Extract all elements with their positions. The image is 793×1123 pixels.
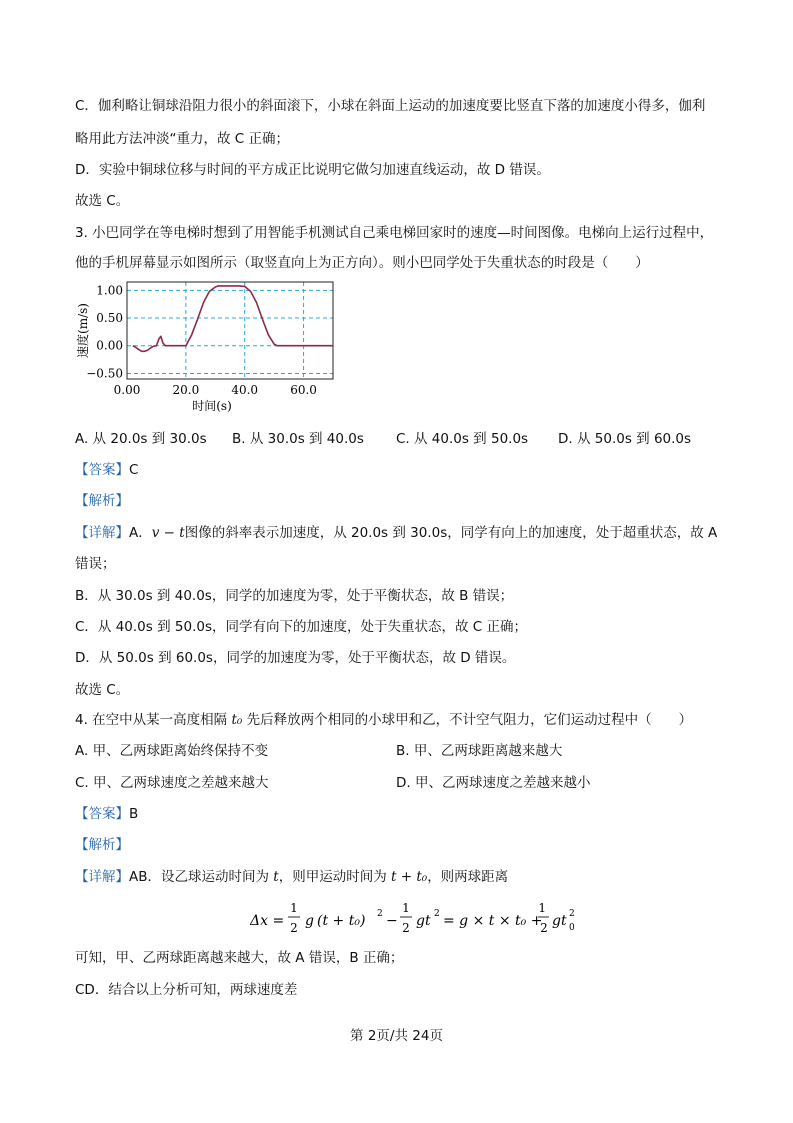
y-tick-label: 1.00 xyxy=(96,283,123,298)
detail-a-text: 图像的斜率表示加速度，从 20.0s 到 30.0s，同学有向上的加速度，处于超重状态，故 A xyxy=(184,525,718,541)
q4-detail-cd: CD．结合以上分析可知，两球速度差 xyxy=(75,982,298,998)
frac2-den: 2 xyxy=(402,921,410,935)
q4-answer xyxy=(75,805,138,823)
y-tick-label: 0.00 xyxy=(96,338,123,353)
q3-detail-c: C．从 40.0s 到 50.0s，同学有向下的加速度，处于失重状态，故 C 正确； xyxy=(75,619,527,635)
q3-analysis-tag: 【解析】 xyxy=(75,493,129,509)
q4-stem-post: 先后释放两个相同的小球甲和乙，不计空气阻力，它们运动过程中（ ） xyxy=(242,712,693,728)
q4-detail-ab xyxy=(75,868,508,886)
q3-option-b: B. 从 30.0s 到 40.0s xyxy=(232,431,364,447)
detail-a-prefix: A． xyxy=(129,525,152,541)
answer-value: B xyxy=(129,806,139,822)
question-3-stem-line2: 他的手机屏幕显示如图所示（取竖直向上为正方向）。则小巴同学处于失重状态的时段是（ ） xyxy=(75,255,649,271)
detail-tag: 【详解】 xyxy=(75,869,129,885)
t-symbol: t xyxy=(273,869,279,885)
x-tick-label: 0.00 xyxy=(113,383,141,397)
x-tick-label: 60.0 xyxy=(290,383,317,397)
velocity-time-chart xyxy=(75,276,340,416)
q4-option-c: C. 甲、乙两球速度之差越来越大 xyxy=(75,775,269,791)
detail-tag: 【详解】 xyxy=(75,525,129,541)
y-tick-label: 0.50 xyxy=(96,311,123,326)
t0-symbol: t₀ xyxy=(231,712,243,728)
q4-detail-post: ，则两球距离 xyxy=(427,869,509,885)
q3-option-c: C. 从 40.0s 到 50.0s xyxy=(396,431,529,447)
page-footer: 第 2页/共 24页 xyxy=(350,1028,443,1044)
x-tick-label: 40.0 xyxy=(231,383,259,397)
choose-c-line-2: 故选 C。 xyxy=(75,682,130,698)
formula-gt0: gt xyxy=(552,913,567,929)
formula-sq2: 2 xyxy=(434,909,440,919)
question-3-stem-line1: 3. 小巴同学在等电梯时想到了用智能手机测试自己乘电梯回家时的速度—时间图像。电梯向上运行过程中， xyxy=(75,225,714,241)
y-axis-label: 速度(m/s) xyxy=(76,303,90,358)
q3-answer xyxy=(75,461,138,479)
formula-gt: gt xyxy=(416,913,431,929)
frac1-den: 2 xyxy=(290,921,298,935)
formula-rhs: = g × t × t₀ + xyxy=(443,913,543,929)
frac3-num: 1 xyxy=(538,901,546,915)
answer-tag: 【答案】 xyxy=(75,806,129,822)
q4-detail-mid: ，则甲运动时间为 xyxy=(278,869,392,885)
frac2-num: 1 xyxy=(402,901,410,915)
t-plus-t0-symbol: t + t₀ xyxy=(391,869,428,885)
choose-c-line: 故选 C。 xyxy=(75,193,130,209)
q3-detail-d: D．从 50.0s 到 60.0s，同学的加速度为零，处于平衡状态，故 D 错误。 xyxy=(75,650,516,666)
frac3-den: 2 xyxy=(540,921,548,935)
answer-tag: 【答案】 xyxy=(75,462,129,478)
y-tick-label: −0.50 xyxy=(86,366,123,381)
option-c-explanation-line1: C．伽利略让铜球沿阻力很小的斜面滚下，小球在斜面上运动的加速度要比竖直下落的加速度小得多，伽利 xyxy=(75,98,706,114)
q3-option-d: D. 从 50.0s 到 60.0s xyxy=(558,431,692,447)
chart-grid xyxy=(127,282,333,379)
q4-option-b: B. 甲、乙两球距离越来越大 xyxy=(396,743,563,759)
q3-detail-a-cont: 错误； xyxy=(75,556,116,572)
formula-sq1: 2 xyxy=(377,909,383,919)
q4-option-a: A. 甲、乙两球距离始终保持不变 xyxy=(75,743,269,759)
x-tick-label: 20.0 xyxy=(172,383,200,397)
q4-stem-pre: 4. 在空中从某一高度相隔 xyxy=(75,712,232,728)
q4-analysis-tag: 【解析】 xyxy=(75,837,129,853)
q4-conclusion: 可知，甲、乙两球距离越来越大，故 A 错误，B 正确； xyxy=(75,950,404,966)
option-d-explanation: D．实验中铜球位移与时间的平方成正比说明它做匀加速直线运动，故 D 错误。 xyxy=(75,162,550,178)
formula-sub0: 0 xyxy=(569,923,575,933)
q3-option-a: A. 从 20.0s 到 30.0s xyxy=(75,431,207,447)
answer-value: C xyxy=(129,462,139,478)
formula-sq3: 2 xyxy=(569,909,575,919)
q3-detail-a xyxy=(75,524,717,542)
vt-symbol: v − t xyxy=(151,525,185,541)
distance-formula-tail xyxy=(534,898,584,944)
q4-detail-pre: AB．设乙球运动时间为 xyxy=(129,869,274,885)
chart-frame xyxy=(127,282,333,379)
formula-g: g xyxy=(305,913,314,929)
x-axis-label: 时间(s) xyxy=(192,399,232,413)
formula-paren: (t + t₀) xyxy=(317,913,366,929)
frac1-num: 1 xyxy=(290,901,298,915)
q4-option-d: D. 甲、乙两球速度之差越来越小 xyxy=(396,775,591,791)
distance-formula xyxy=(250,898,550,944)
q3-detail-b: B．从 30.0s 到 40.0s，同学的加速度为零，处于平衡状态，故 B 错误； xyxy=(75,588,514,604)
option-c-explanation-line2: 略用此方法冲淡“重力，故 C 正确； xyxy=(75,131,290,147)
question-4-stem xyxy=(75,711,692,729)
velocity-curve xyxy=(133,286,333,351)
formula-minus: − xyxy=(386,913,398,929)
formula-lhs: Δx = xyxy=(250,913,285,929)
